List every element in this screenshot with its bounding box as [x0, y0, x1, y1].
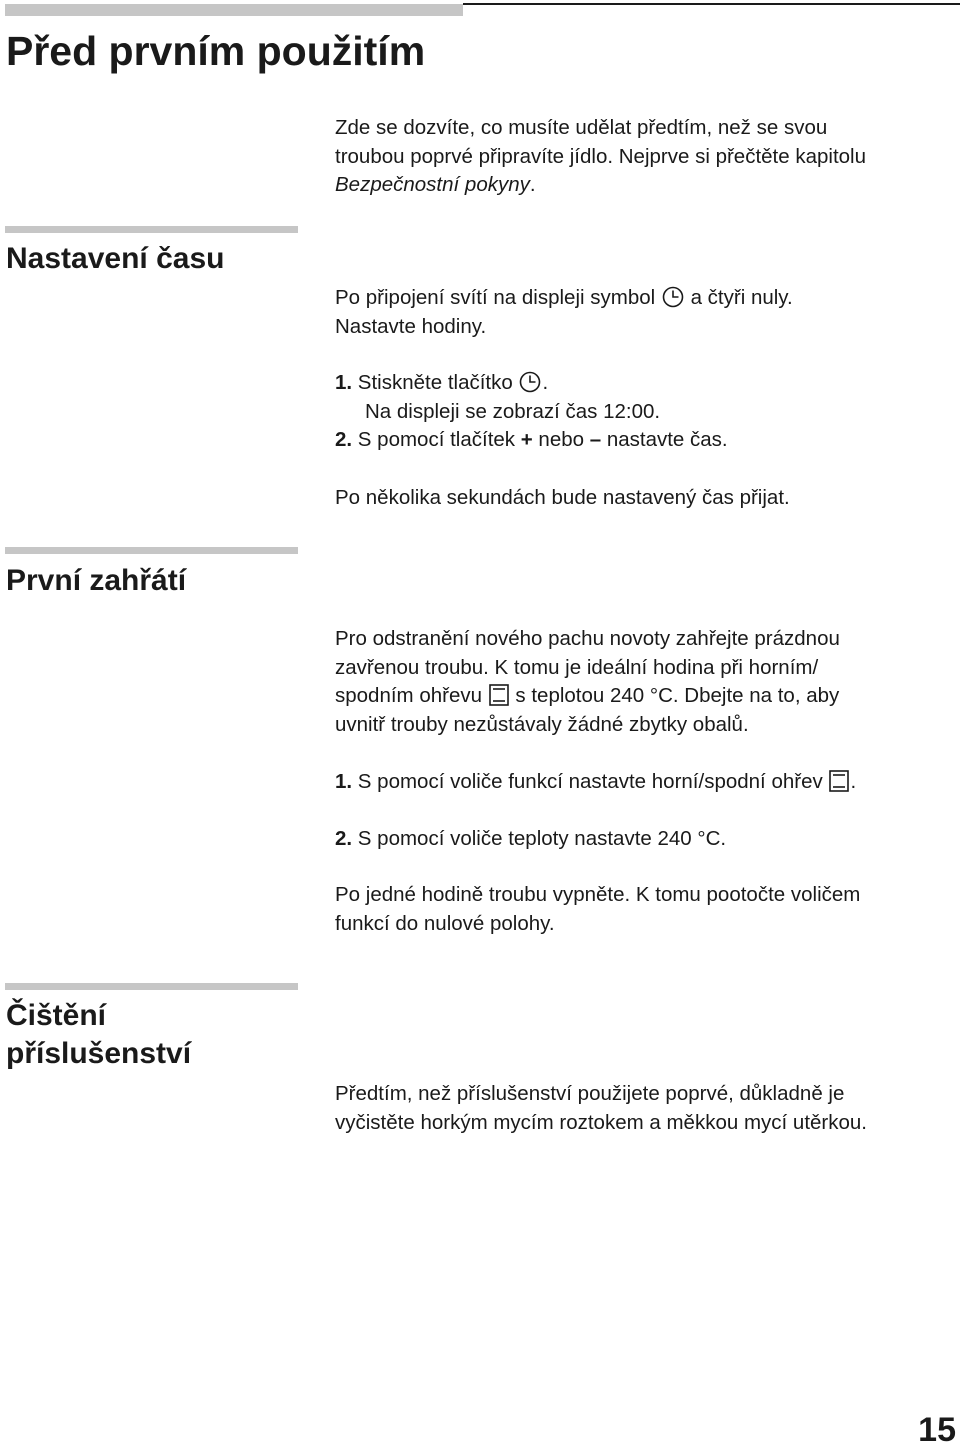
intro-line: Zde se dozvíte, co musíte udělat předtím, než se svou	[335, 116, 828, 139]
intro-line: troubou poprvé připravíte jídlo. Nejprve si přečtěte kapitolu	[335, 144, 867, 168]
top-bottom-heat-icon	[829, 770, 849, 792]
clean-paragraph: Předtím, než příslušenství použijete poprvé, důkladně je vyčistěte horkým mycím roztokem a měkkou mycí utěrkou.	[335, 1082, 867, 1134]
section-title-time: Nastavení času	[6, 242, 225, 275]
top-bottom-heat-icon	[489, 684, 509, 706]
time-after-note: Po několika sekundách bude nastavený čas přijat.	[335, 486, 790, 509]
header-rule	[463, 3, 960, 5]
heat-after-paragraph: Po jedné hodině troubu vypněte. K tomu pootočte voličem funkcí do nulové polohy.	[335, 883, 861, 935]
heat-step-1: 1. S pomocí voliče funkcí nastavte horní/spodní ohřev .	[335, 770, 857, 793]
step-1: 1. Stiskněte tlačítko .	[335, 371, 549, 394]
safety-chapter-reference: Bezpečnostní pokyny	[335, 173, 530, 196]
heat-intro-paragraph: Pro odstranění nového pachu novoty zahřejte prázdnou zavřenou troubu. K tomu je ideální hodina při horním/ spodním ohřevu s teplotou 240 °C. Dbejte na to, aby uvnitř trouby nezůstávaly žádné zbytky obalů.	[335, 627, 840, 736]
section-title-clean: Čištění příslušenství	[6, 999, 192, 1070]
minus-key: –	[589, 428, 602, 451]
page-number: 15	[918, 1411, 956, 1449]
header-bar	[5, 4, 463, 16]
intro-paragraph: Zde se dozvíte, co musíte udělat předtím, než se svou troubou poprvé připravíte jídlo. Nejprve si přečtěte kapitolu Bezpečnostní pokyny.	[335, 116, 867, 196]
clock-icon	[662, 286, 684, 308]
page-title: Před prvním použitím	[6, 28, 426, 74]
time-steps: 1. Stiskněte tlačítko . Na displeji se zobrazí čas 12:00. 2. S pomocí tlačítek + nebo – nastavte čas.	[335, 371, 728, 451]
section-bar-heat	[5, 547, 298, 554]
time-intro-paragraph: Po připojení svítí na displeji symbol a čtyři nuly. Nastavte hodiny.	[335, 286, 793, 338]
heat-step-2: 2. S pomocí voliče teploty nastavte 240 °C.	[335, 827, 727, 850]
section-title-heat: První zahřátí	[6, 564, 187, 597]
step-2: 2. S pomocí tlačítek + nebo – nastavte čas.	[335, 428, 728, 451]
plus-key: +	[520, 428, 533, 451]
section-bar-time	[5, 226, 298, 233]
clock-icon	[519, 371, 541, 393]
section-bar-clean	[5, 983, 298, 990]
